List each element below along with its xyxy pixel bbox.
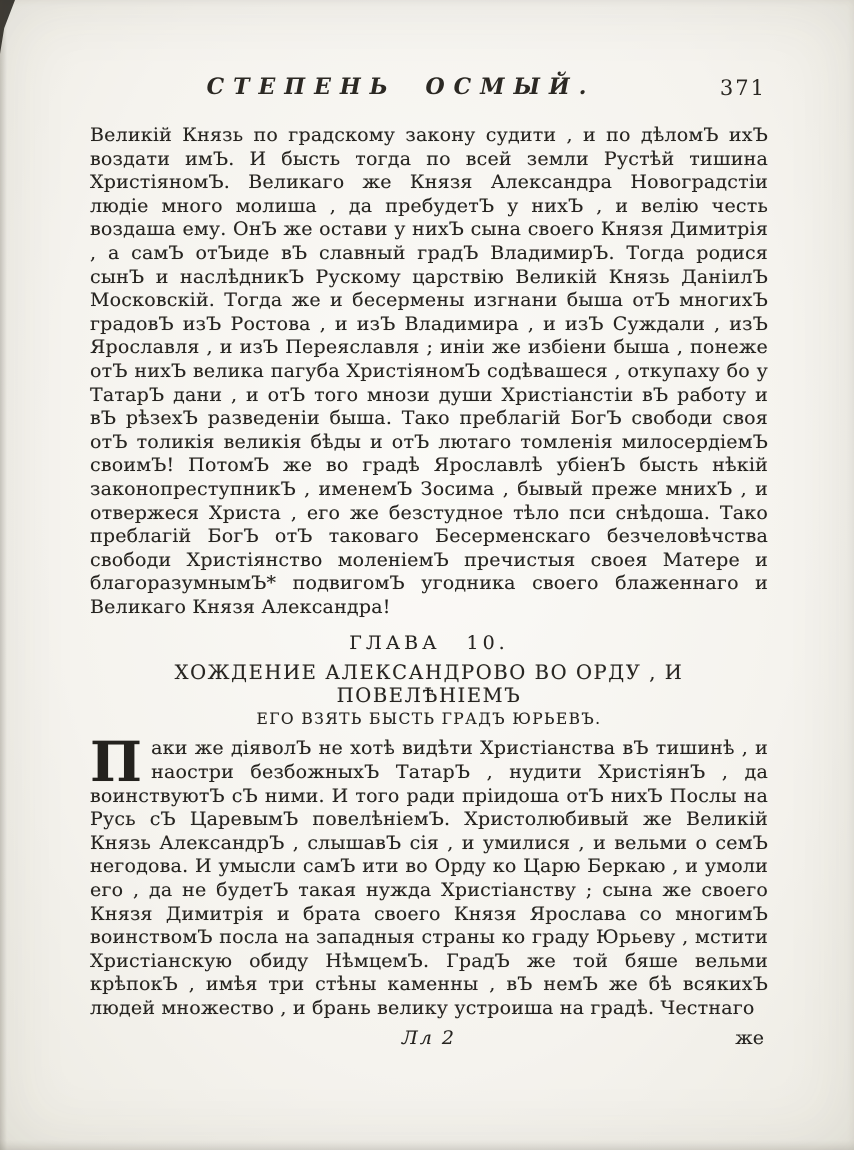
signature-mark: Лл 2 <box>401 1026 456 1049</box>
page-content <box>90 74 768 1055</box>
scan-artifact-left-edge <box>0 0 7 1150</box>
body-paragraph-2-text: аки же діяволЪ не хотѣ видѣти Христіанства вЪ тишинѣ , и наостри безбожныхЪ ТатарЪ , нудити ХристіянЪ , да воинствуютЪ сЪ ними. И того ради пріидоша отЪ нихЪ Послы на Русь сЪ ЦаревымЪ повелѣніемЪ. Христолюбивый же Великій Князь АлександрЪ , слышавЪ сія , и умилися , и вельми о семЪ негодова. И умысли самЪ ити во Орду ко Царю Беркаю , и умоли его , да не будетЪ такая нужда Христіанству ; сына же своего Князя Димитрія и брата своего Князя Ярослава со многимЪ воинствомЪ посла на западныя страны ко граду Юрьеву , мстити Христіанскую обиду НѣмцемЪ. ГрадЪ же той бяше вельми крѣпокЪ , имѣя три стѣны каменны , вЪ немЪ же бѣ всякихЪ людей множество , и брань велику устроиша на градѣ. Честнаго <box>90 737 768 1019</box>
catchword: же <box>735 1026 764 1049</box>
chapter-label: ГЛАВА 10. <box>349 632 509 655</box>
dropcap-initial: П <box>90 729 143 795</box>
page-number: 371 <box>719 76 766 100</box>
chapter-title-line1: ХОЖДЕНИЕ АЛЕКСАНДРОВО ВО ОРДУ , И ПОВЕЛѢНІЕМЪ <box>174 661 684 708</box>
body-paragraph-1: Великій Князь по градскому закону судити , и по дѣломЪ ихЪ воздати имЪ. И бысть тогда по всей земли Рустѣй тишина ХристіяномЪ. Великаго же Князя Александра Новоградстіи людіе много молиша , да пребудетЪ у нихЪ , и велію честь воздаша ему. ОнЪ же остави у нихЪ сына своего Князя Димитрія , а самЪ отЪиде вЪ славный градЪ ВладимирЪ. Тогда родися сынЪ и наслѣдникЪ Рускому царствію Великій Князь ДаніилЪ Московскій. Тогда же и бесермены изгнани быша отЪ многихЪ градовЪ изЪ Ростова , и изЪ Владимира , и изЪ Суждали , изЪ Ярославля , и изЪ Переяславля ; иніи же избіени быша , понеже отЪ нихЪ велика пагуба ХристіяномЪ содѣвашеся , откупаху бо у ТатарЪ дани , и отЪ того мнози души Христіанстіи вЪ работу и вЪ рѣзехЪ разведеніи быша. Тако преблагій БогЪ свободи своя отЪ толикія великія бѣды и отЪ лютаго томленія милосердіемЪ своимЪ! ПотомЪ же во градѣ Ярославлѣ убіенЪ бысть нѣкій законопреступникЪ , именемЪ Зосима , бывый преже мнихЪ , и отвержеся Христа , его же безстудное тѣло пси снѣдоша. Тако преблагій БогЪ отЪ таковаго Бесерменскаго безчеловѣчства свободи Христіянство моленіемЪ пречистыя своея Матере и благоразумнымЪ* подвигомЪ угодника своего блаженнаго и Великаго Князя Александра! <box>90 124 768 618</box>
page-footer <box>90 1027 768 1055</box>
running-title: СТЕПЕНЬ ОСМЫЙ. <box>206 74 596 100</box>
body-paragraph-2 <box>90 729 768 1020</box>
chapter-title-line2: ЕГО ВЗЯТЬ БЫСТЬ ГРАДЪ ЮРЬЕВЪ. <box>256 710 602 729</box>
scan-artifact-bottom-edge <box>0 1140 854 1150</box>
page-header <box>90 74 768 108</box>
